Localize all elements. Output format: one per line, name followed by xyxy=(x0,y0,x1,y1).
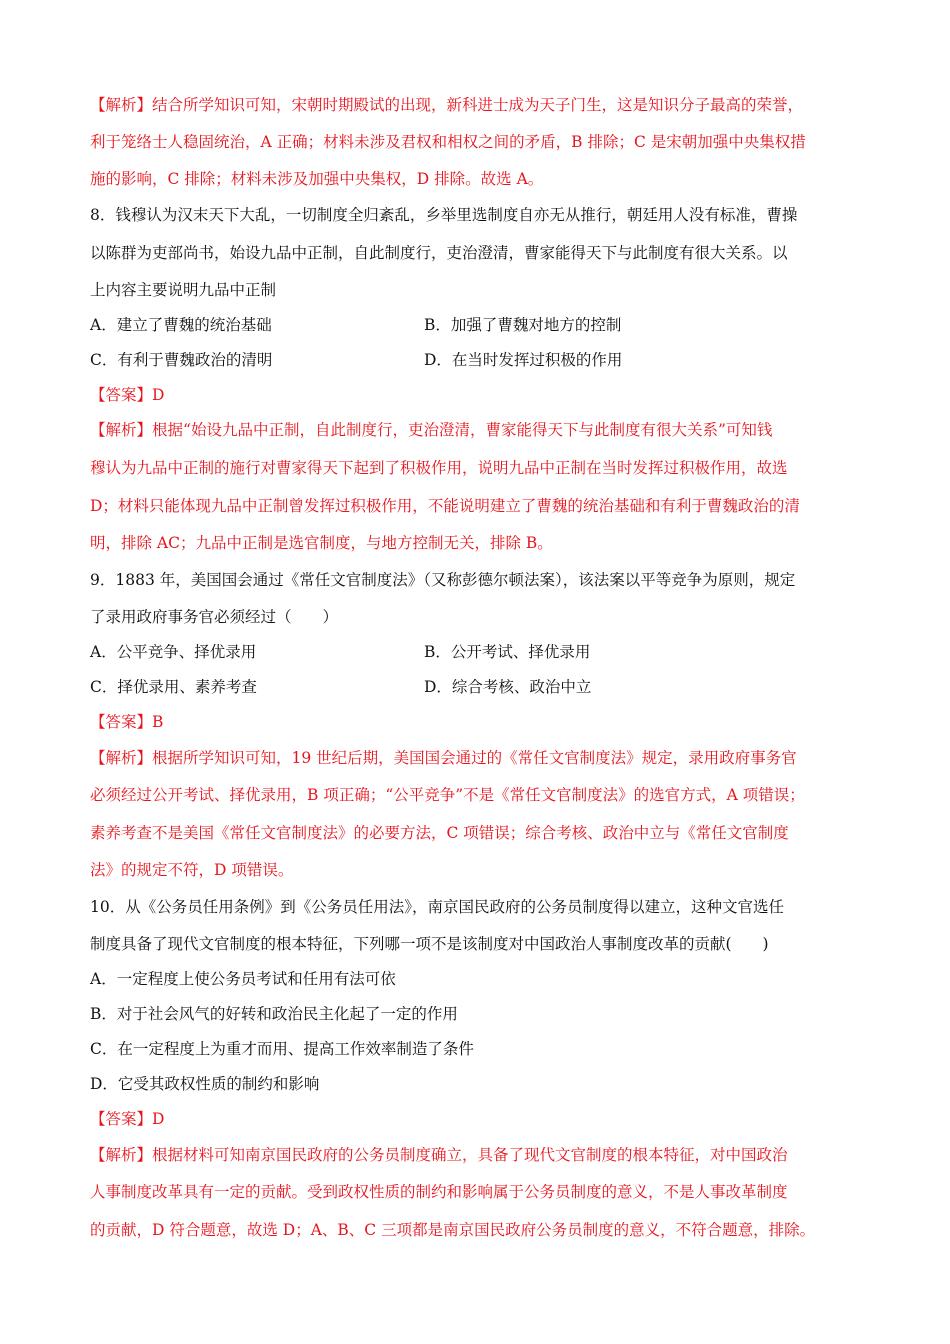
option-c: C．在一定程度上为重才而用、提高工作效率制造了条件 xyxy=(90,1040,474,1058)
answer-tag: 【答案】 xyxy=(90,1110,153,1128)
option-row xyxy=(90,678,591,697)
answer-line xyxy=(90,386,164,405)
analysis-line: 利于笼络士人稳固统治，A 正确；材料未涉及君权和相权之间的矛盾，B 排除；C 是宋朝加强中央集权措 xyxy=(90,133,806,151)
analysis-line: 穆认为九品中正制的施行对曹家得天下起到了积极作用，说明九品中正制在当时发挥过积极作用，故选 xyxy=(90,459,788,477)
answer-value: D xyxy=(152,1110,165,1128)
option-row xyxy=(90,351,622,370)
option-c: C．择优录用、素养考查 xyxy=(90,678,257,696)
analysis-line: 明，排除 AC；九品中正制是选官制度，与地方控制无关，排除 B。 xyxy=(90,534,553,552)
analysis-line: 的贡献，D 符合题意，故选 D；A、B、C 三项都是南京国民政府公务员制度的意义，不符合题意，排除。 xyxy=(90,1221,816,1239)
option-row xyxy=(90,643,590,662)
answer-value: B xyxy=(152,713,164,731)
option-d: D．综合考核、政治中立 xyxy=(424,678,592,696)
analysis-tag: 【解析】 xyxy=(90,96,153,114)
answer-line xyxy=(90,713,163,732)
analysis-line: 【解析】根据材料可知南京国民政府的公务员制度确立，具备了现代文官制度的根本特征，对中国政治 xyxy=(90,1146,788,1164)
analysis-line: 【解析】根据“始设九品中正制，自此制度行，吏治澄清，曹家能得天下与此制度有很大关系”可知钱 xyxy=(90,421,773,439)
option-b: B．对于社会风气的好转和政治民主化起了一定的作用 xyxy=(90,1005,458,1023)
option-c: C．有利于曹魏政治的清明 xyxy=(90,351,273,369)
question-stem-line: 8．钱穆认为汉末天下大乱，一切制度全归紊乱，乡举里选制度自亦无从推行，朝廷用人没有标准，曹操 xyxy=(90,206,798,224)
analysis-line: 【解析】结合所学知识可知，宋朝时期殿试的出现，新科进士成为天子门生，这是知识分子最高的荣誉， xyxy=(90,96,804,114)
answer-value: D xyxy=(152,386,165,404)
analysis-line: D；材料只能体现九品中正制曾发挥过积极作用，不能说明建立了曹魏的统治基础和有利于曹魏政治的清 xyxy=(90,497,800,515)
analysis-line: 必须经过公开考试、择优录用，B 项正确；“公平竞争”不是《常任文官制度法》的选官方式，A 项错误； xyxy=(90,786,805,804)
analysis-line: 法》的规定不符，D 项错误。 xyxy=(90,861,294,879)
option-a: A．公平竞争、择优录用 xyxy=(90,643,257,661)
option-d: D．在当时发挥过积极的作用 xyxy=(424,351,623,369)
option-a: A．一定程度上使公务员考试和任用有法可依 xyxy=(90,970,396,988)
answer-tag: 【答案】 xyxy=(90,713,153,731)
analysis-line: 施的影响，C 排除；材料未涉及加强中央集权，D 排除。故选 A。 xyxy=(90,170,544,188)
analysis-line: 人事制度改革具有一定的贡献。受到政权性质的制约和影响属于公务员制度的意义，不是人事改革制度 xyxy=(90,1183,788,1201)
option-b: B．加强了曹魏对地方的控制 xyxy=(424,316,622,334)
question-stem-line: 10．从《公务员任用条例》到《公务员任用法》，南京国民政府的公务员制度得以建立，这种文官选任 xyxy=(90,898,784,916)
analysis-tag: 【解析】 xyxy=(90,749,153,767)
option-d: D．它受其政权性质的制约和影响 xyxy=(90,1075,320,1093)
question-stem-line: 以陈群为吏部尚书，始设九品中正制，自此制度行，吏治澄清，曹家能得天下与此制度有很大关系。以 xyxy=(90,244,788,262)
question-stem-line: 制度具备了现代文官制度的根本特征，下列哪一项不是该制度对中国政治人事制度改革的贡献( ) xyxy=(90,935,769,953)
option-row xyxy=(90,316,621,335)
option-a: A．建立了曹魏的统治基础 xyxy=(90,316,272,334)
question-stem-line: 了录用政府事务官必须经过（ ） xyxy=(90,608,339,626)
option-b: B．公开考试、择优录用 xyxy=(424,643,591,661)
analysis-line: 【解析】根据所学知识可知，19 世纪后期，美国国会通过的《常任文官制度法》规定，录用政府事务官 xyxy=(90,749,797,767)
analysis-line: 素养考查不是美国《常任文官制度法》的必要方法，C 项错误；综合考核、政治中立与《常任文官制度 xyxy=(90,824,789,842)
analysis-tag: 【解析】 xyxy=(90,421,153,439)
question-stem-line: 9．1883 年，美国国会通过《常任文官制度法》（又称彭德尔顿法案），该法案以平等竞争为原则，规定 xyxy=(90,571,796,589)
analysis-tag: 【解析】 xyxy=(90,1146,153,1164)
answer-tag: 【答案】 xyxy=(90,386,153,404)
question-stem-line: 上内容主要说明九品中正制 xyxy=(90,281,277,299)
answer-line xyxy=(90,1110,164,1129)
